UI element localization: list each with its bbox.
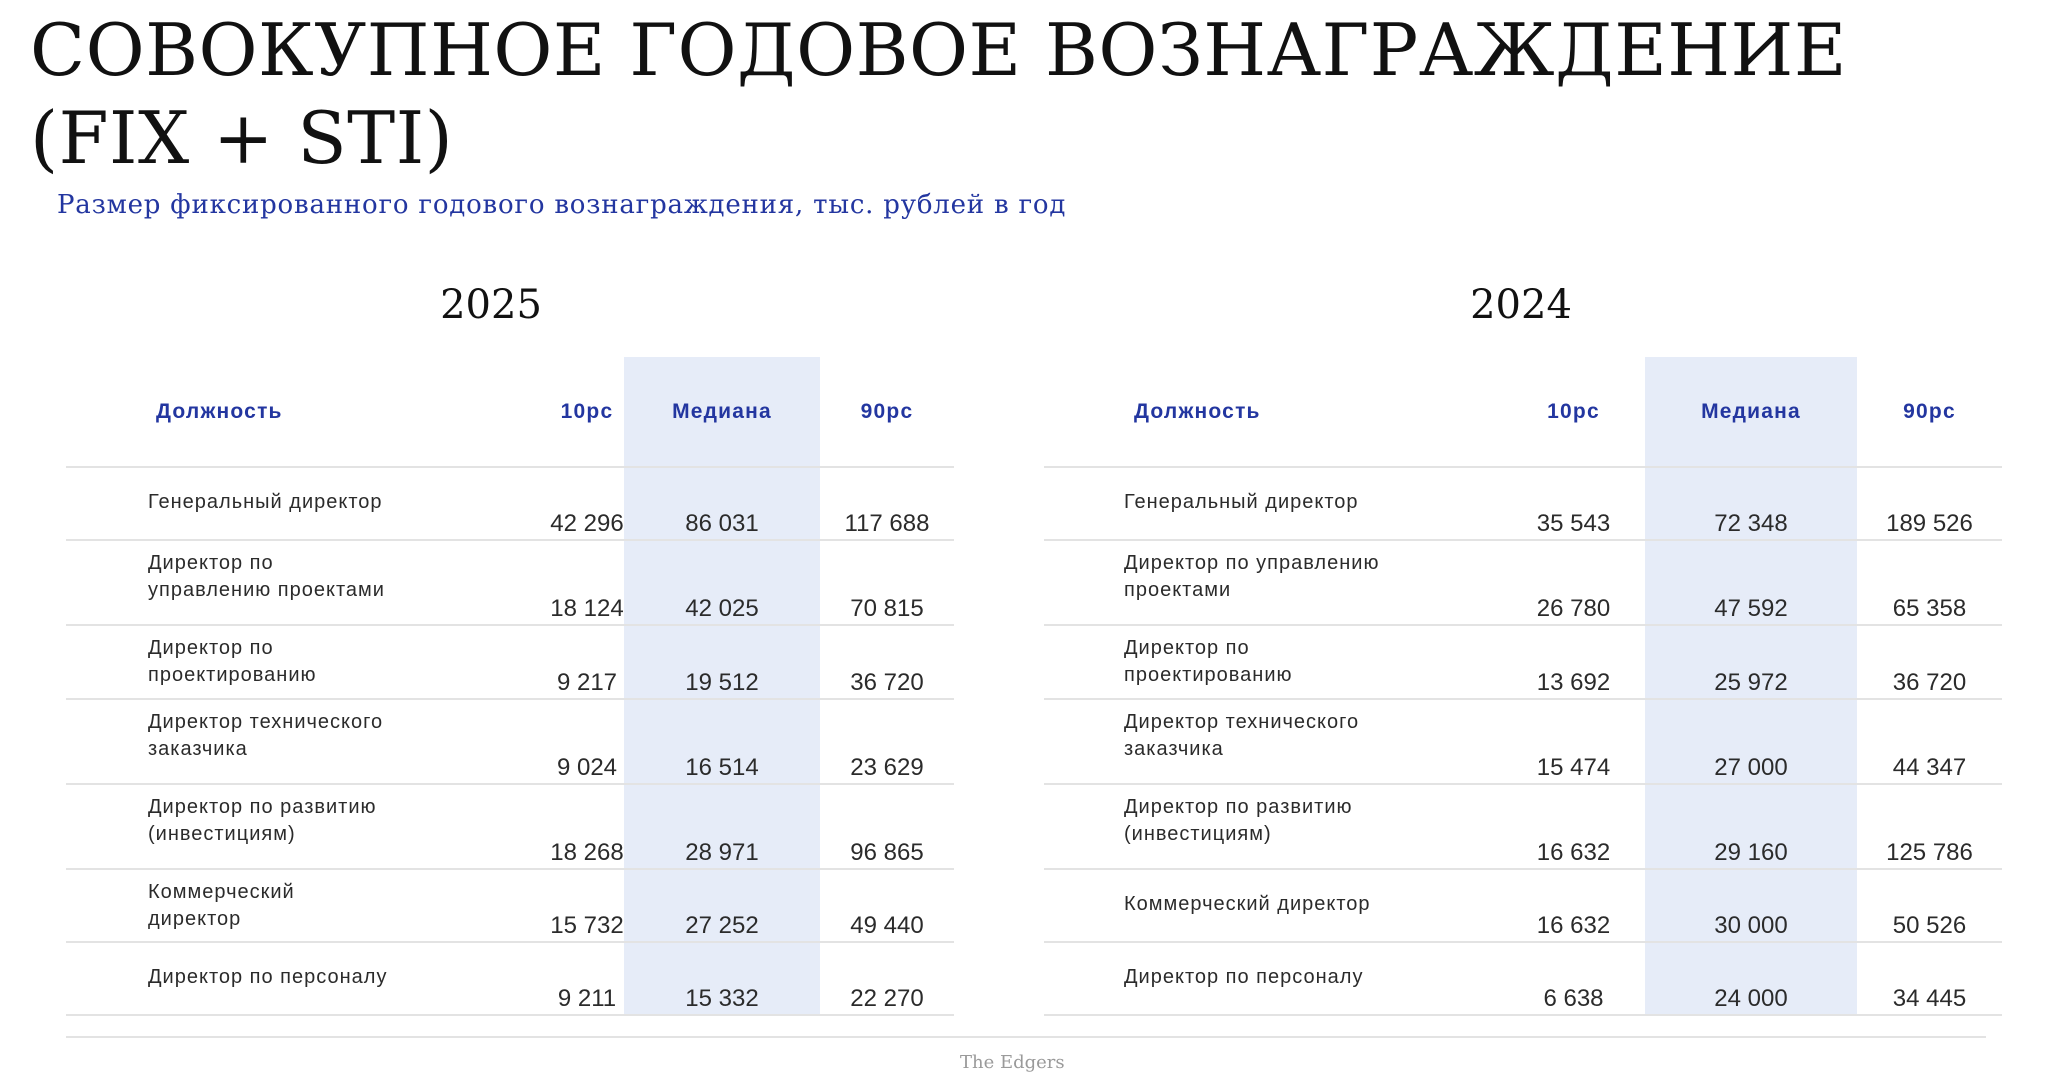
value-10pc: 9 024 xyxy=(556,754,618,781)
position-name xyxy=(1124,489,1359,516)
position-name xyxy=(1124,891,1371,918)
table-row xyxy=(66,699,954,784)
position-name-line: директор xyxy=(148,908,242,930)
position-name xyxy=(148,794,377,848)
year-heading-2025: 2025 xyxy=(440,282,542,328)
value-90pc: 22 270 xyxy=(850,985,924,1012)
column-header-position: Должность xyxy=(156,400,283,423)
table-row xyxy=(1044,942,2002,1015)
value-median: 27 000 xyxy=(1714,754,1788,781)
position-name-line: Коммерческий xyxy=(148,881,295,903)
value-10pc: 15 732 xyxy=(550,912,624,939)
position-name-line: Директор по персоналу xyxy=(148,966,388,988)
value-10pc: 18 268 xyxy=(550,839,624,866)
column-header-10pc: 10pc xyxy=(1547,400,1600,423)
year-heading-2024: 2024 xyxy=(1470,282,1572,328)
table-row xyxy=(1044,784,2002,869)
position-name xyxy=(148,879,295,933)
value-90pc: 117 688 xyxy=(844,510,930,537)
title-line-1: СОВОКУПНОЕ ГОДОВОЕ ВОЗНАГРАЖДЕНИЕ xyxy=(30,8,1847,92)
value-90pc: 70 815 xyxy=(850,595,924,622)
table-row xyxy=(1044,540,2002,625)
table-row xyxy=(66,540,954,625)
value-median: 42 025 xyxy=(685,595,759,622)
position-name-line: Директор по xyxy=(148,552,274,574)
position-name-line: (инвестициям) xyxy=(1124,823,1272,845)
value-10pc: 18 124 xyxy=(550,595,624,622)
table-row xyxy=(1044,699,2002,784)
value-median: 72 348 xyxy=(1714,510,1788,537)
position-name-line: Директор технического xyxy=(1124,711,1360,733)
position-name xyxy=(148,635,317,689)
salary-table-2024 xyxy=(1044,357,2002,1015)
value-10pc: 16 632 xyxy=(1536,839,1611,866)
value-90pc: 36 720 xyxy=(1892,669,1967,696)
page-subtitle: Размер фиксированного годового вознаграждения, тыс. рублей в год xyxy=(57,190,1067,220)
table-row xyxy=(1044,467,2002,540)
value-median: 16 514 xyxy=(685,754,759,781)
position-name-line: Директор по персоналу xyxy=(1124,966,1364,988)
table-row xyxy=(66,869,954,942)
position-name-line: Директор по управлению xyxy=(1124,552,1380,574)
position-name-line: проектированию xyxy=(1124,664,1293,686)
position-name xyxy=(148,709,383,763)
position-name xyxy=(1124,709,1359,763)
table-row xyxy=(66,625,954,699)
value-10pc: 26 780 xyxy=(1536,595,1611,622)
table-row xyxy=(66,784,954,869)
position-name xyxy=(148,964,387,991)
footer-divider xyxy=(66,1036,1986,1038)
position-name-line: проектами xyxy=(1124,579,1232,601)
value-90pc: 34 445 xyxy=(1892,985,1967,1012)
title-line-2: (FIX + STI) xyxy=(30,96,454,180)
salary-table-2025 xyxy=(66,357,954,1015)
value-90pc: 65 358 xyxy=(1892,595,1967,622)
position-name xyxy=(1124,964,1363,991)
value-median: 30 000 xyxy=(1714,912,1788,939)
value-10pc: 9 211 xyxy=(557,985,617,1012)
value-median: 86 031 xyxy=(685,510,759,537)
value-10pc: 15 474 xyxy=(1536,754,1611,781)
value-90pc: 44 347 xyxy=(1892,754,1967,781)
value-10pc: 42 296 xyxy=(550,510,624,537)
footer-brand: The Edgers xyxy=(960,1052,1065,1073)
column-header-median: Медиана xyxy=(672,400,772,423)
value-10pc: 6 638 xyxy=(1543,985,1604,1012)
table-row xyxy=(1044,625,2002,699)
value-10pc: 9 217 xyxy=(556,669,618,696)
value-90pc: 125 786 xyxy=(1886,839,1973,866)
position-name xyxy=(1124,635,1293,689)
position-name-line: заказчика xyxy=(148,738,248,760)
position-name xyxy=(1124,550,1379,604)
position-name xyxy=(148,489,383,516)
value-median: 24 000 xyxy=(1714,985,1788,1012)
position-name-line: Директор по xyxy=(148,637,274,659)
column-header-median: Медиана xyxy=(1701,400,1801,423)
value-10pc: 35 543 xyxy=(1536,510,1611,537)
position-name-line: управлению проектами xyxy=(148,579,385,601)
value-10pc: 13 692 xyxy=(1536,669,1611,696)
position-name-line: Директор по развитию xyxy=(1124,796,1353,818)
value-median: 15 332 xyxy=(685,985,759,1012)
column-header-90pc: 90pc xyxy=(860,400,914,423)
value-10pc: 16 632 xyxy=(1536,912,1611,939)
position-name xyxy=(1124,794,1353,848)
position-name xyxy=(148,550,385,604)
page-title xyxy=(30,6,1847,182)
position-name-line: Генеральный директор xyxy=(148,491,383,513)
position-name-line: проектированию xyxy=(148,664,317,686)
value-90pc: 49 440 xyxy=(850,912,924,939)
value-median: 27 252 xyxy=(685,912,759,939)
position-name-line: Директор по xyxy=(1124,637,1250,659)
position-name-line: (инвестициям) xyxy=(148,823,296,845)
value-90pc: 189 526 xyxy=(1886,510,1973,537)
column-header-position: Должность xyxy=(1134,400,1261,423)
table-row xyxy=(66,942,954,1015)
value-90pc: 23 629 xyxy=(850,754,924,781)
value-median: 28 971 xyxy=(685,839,759,866)
value-median: 25 972 xyxy=(1714,669,1788,696)
position-name-line: Директор по развитию xyxy=(148,796,377,818)
table-row xyxy=(1044,869,2002,942)
column-header-90pc: 90pc xyxy=(1903,400,1956,423)
table-row xyxy=(66,467,954,540)
position-name-line: заказчика xyxy=(1124,738,1224,760)
value-median: 29 160 xyxy=(1714,839,1788,866)
value-90pc: 50 526 xyxy=(1892,912,1967,939)
column-header-10pc: 10pc xyxy=(560,400,614,423)
position-name-line: Директор технического xyxy=(148,711,384,733)
position-name-line: Коммерческий директор xyxy=(1124,893,1371,915)
value-90pc: 36 720 xyxy=(850,669,924,696)
value-median: 19 512 xyxy=(685,669,759,696)
position-name-line: Генеральный директор xyxy=(1124,491,1359,513)
value-90pc: 96 865 xyxy=(850,839,924,866)
value-median: 47 592 xyxy=(1714,595,1788,622)
